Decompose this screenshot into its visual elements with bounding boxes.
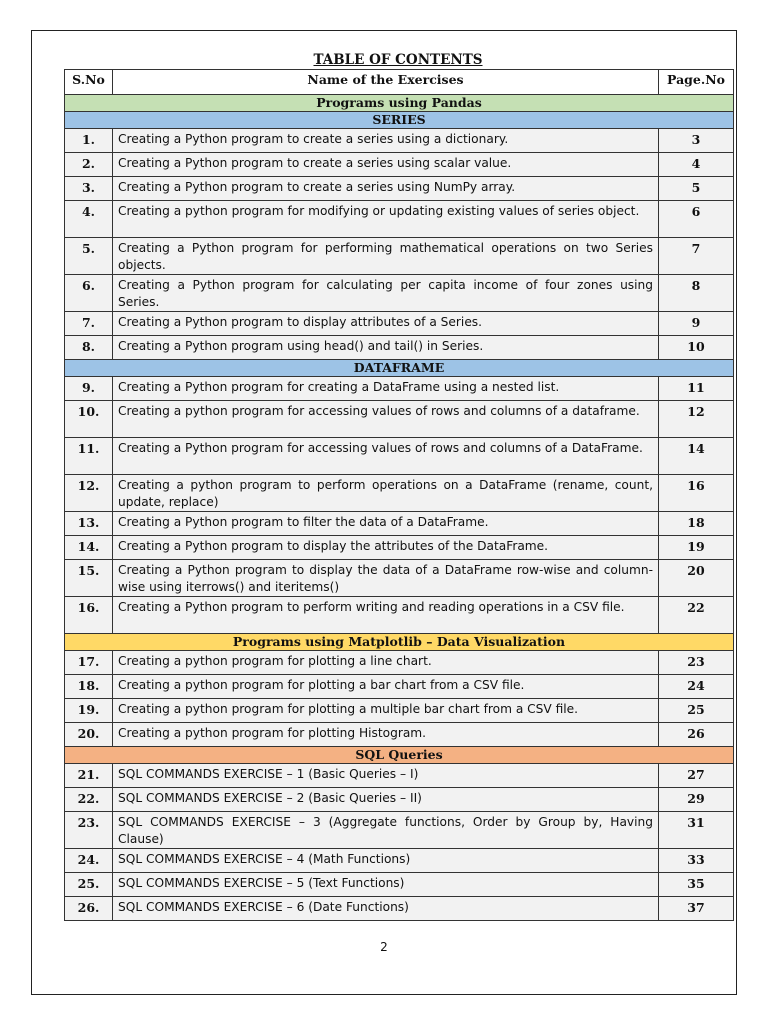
row-number: 1. [65, 129, 113, 153]
exercise-name: SQL COMMANDS EXERCISE – 1 (Basic Queries – I) [113, 764, 659, 788]
page-number: 2 [380, 940, 388, 954]
table-row [65, 177, 734, 201]
row-number: 6. [65, 275, 113, 312]
row-number: 22. [65, 788, 113, 812]
page-number-cell: 26 [659, 723, 734, 747]
row-number: 23. [65, 812, 113, 849]
page-number-cell: 23 [659, 651, 734, 675]
exercise-name: Creating a python program for plotting a line chart. [113, 651, 659, 675]
table-row [65, 475, 734, 512]
page-number-cell: 37 [659, 897, 734, 921]
exercise-name: Creating a Python program to create a series using a dictionary. [113, 129, 659, 153]
row-number: 25. [65, 873, 113, 897]
section-header-row [65, 95, 734, 112]
table-row [65, 560, 734, 597]
table-row [65, 699, 734, 723]
section-header-row [65, 634, 734, 651]
page-number-cell: 11 [659, 377, 734, 401]
table-row [65, 512, 734, 536]
section-header-row [65, 112, 734, 129]
row-number: 10. [65, 401, 113, 438]
exercise-name: Creating a Python program to display the attributes of the DataFrame. [113, 536, 659, 560]
section-title: Programs using Pandas [65, 95, 734, 112]
section-title: Programs using Matplotlib – Data Visualization [65, 634, 734, 651]
exercise-name: Creating a python program for plotting Histogram. [113, 723, 659, 747]
page-number-cell: 29 [659, 788, 734, 812]
page-number-cell: 7 [659, 238, 734, 275]
page-number-cell: 8 [659, 275, 734, 312]
table-row [65, 849, 734, 873]
page-number-cell: 5 [659, 177, 734, 201]
table-row [65, 536, 734, 560]
row-number: 8. [65, 336, 113, 360]
table-row [65, 377, 734, 401]
table-row [65, 336, 734, 360]
toc-body [65, 95, 734, 921]
row-number: 9. [65, 377, 113, 401]
exercise-name: Creating a Python program for performing mathematical operations on two Series objects. [113, 238, 659, 275]
table-row [65, 788, 734, 812]
table-row [65, 275, 734, 312]
page-number-cell: 3 [659, 129, 734, 153]
page-number-cell: 4 [659, 153, 734, 177]
page-number-cell: 22 [659, 597, 734, 634]
exercise-name: Creating a Python program for accessing values of rows and columns of a DataFrame. [113, 438, 659, 475]
page-number-cell: 33 [659, 849, 734, 873]
section-header-row [65, 747, 734, 764]
table-row [65, 597, 734, 634]
exercise-name: Creating a Python program to display attributes of a Series. [113, 312, 659, 336]
page-number-cell: 16 [659, 475, 734, 512]
row-number: 15. [65, 560, 113, 597]
table-row [65, 129, 734, 153]
exercise-name: SQL COMMANDS EXERCISE – 2 (Basic Queries – II) [113, 788, 659, 812]
exercise-name: Creating a Python program to create a series using scalar value. [113, 153, 659, 177]
row-number: 17. [65, 651, 113, 675]
table-row [65, 675, 734, 699]
table-row [65, 723, 734, 747]
table-row [65, 897, 734, 921]
row-number: 20. [65, 723, 113, 747]
table-row [65, 153, 734, 177]
toc-table [64, 69, 734, 921]
table-row [65, 238, 734, 275]
section-title: DATAFRAME [65, 360, 734, 377]
exercise-name: Creating a python program to perform operations on a DataFrame (rename, count, update, replace) [113, 475, 659, 512]
row-number: 4. [65, 201, 113, 238]
row-number: 18. [65, 675, 113, 699]
page-number-cell: 24 [659, 675, 734, 699]
row-number: 26. [65, 897, 113, 921]
page-number-cell: 19 [659, 536, 734, 560]
exercise-name: Creating a Python program to create a series using NumPy array. [113, 177, 659, 201]
section-title: SERIES [65, 112, 734, 129]
exercise-name: SQL COMMANDS EXERCISE – 5 (Text Functions) [113, 873, 659, 897]
page-number-cell: 14 [659, 438, 734, 475]
row-number: 2. [65, 153, 113, 177]
row-number: 24. [65, 849, 113, 873]
row-number: 21. [65, 764, 113, 788]
page-number-cell: 6 [659, 201, 734, 238]
page-number-cell: 18 [659, 512, 734, 536]
row-number: 11. [65, 438, 113, 475]
table-row [65, 312, 734, 336]
page-number-cell: 12 [659, 401, 734, 438]
page-number-cell: 31 [659, 812, 734, 849]
exercise-name: Creating a Python program to perform writing and reading operations in a CSV file. [113, 597, 659, 634]
column-header-sno: S.No [65, 70, 113, 95]
row-number: 3. [65, 177, 113, 201]
table-row [65, 438, 734, 475]
table-row [65, 873, 734, 897]
page-number-cell: 25 [659, 699, 734, 723]
exercise-name: Creating a Python program using head() and tail() in Series. [113, 336, 659, 360]
section-header-row [65, 360, 734, 377]
exercise-name: Creating a Python program to display the data of a DataFrame row-wise and column-wise using iterrows() and iteritems() [113, 560, 659, 597]
exercise-name: Creating a python program for accessing values of rows and columns of a dataframe. [113, 401, 659, 438]
row-number: 19. [65, 699, 113, 723]
row-number: 12. [65, 475, 113, 512]
row-number: 13. [65, 512, 113, 536]
row-number: 16. [65, 597, 113, 634]
column-header-name: Name of the Exercises [113, 70, 659, 95]
row-number: 7. [65, 312, 113, 336]
page-number-cell: 35 [659, 873, 734, 897]
table-row [65, 812, 734, 849]
exercise-name: Creating a python program for plotting a multiple bar chart from a CSV file. [113, 699, 659, 723]
row-number: 5. [65, 238, 113, 275]
table-row [65, 651, 734, 675]
exercise-name: SQL COMMANDS EXERCISE – 3 (Aggregate functions, Order by Group by, Having Clause) [113, 812, 659, 849]
page-number-cell: 9 [659, 312, 734, 336]
table-row [65, 764, 734, 788]
page-number-cell: 20 [659, 560, 734, 597]
exercise-name: Creating a python program for plotting a bar chart from a CSV file. [113, 675, 659, 699]
exercise-name: SQL COMMANDS EXERCISE – 6 (Date Functions) [113, 897, 659, 921]
page-title: TABLE OF CONTENTS [313, 52, 483, 68]
table-header-row [65, 70, 734, 95]
exercise-name: Creating a python program for modifying or updating existing values of series object. [113, 201, 659, 238]
column-header-page: Page.No [659, 70, 734, 95]
page-number-cell: 10 [659, 336, 734, 360]
exercise-name: Creating a Python program for calculating per capita income of four zones using Series. [113, 275, 659, 312]
table-row [65, 201, 734, 238]
row-number: 14. [65, 536, 113, 560]
page-number-cell: 27 [659, 764, 734, 788]
section-title: SQL Queries [65, 747, 734, 764]
exercise-name: SQL COMMANDS EXERCISE – 4 (Math Functions) [113, 849, 659, 873]
exercise-name: Creating a Python program to filter the data of a DataFrame. [113, 512, 659, 536]
table-row [65, 401, 734, 438]
exercise-name: Creating a Python program for creating a DataFrame using a nested list. [113, 377, 659, 401]
